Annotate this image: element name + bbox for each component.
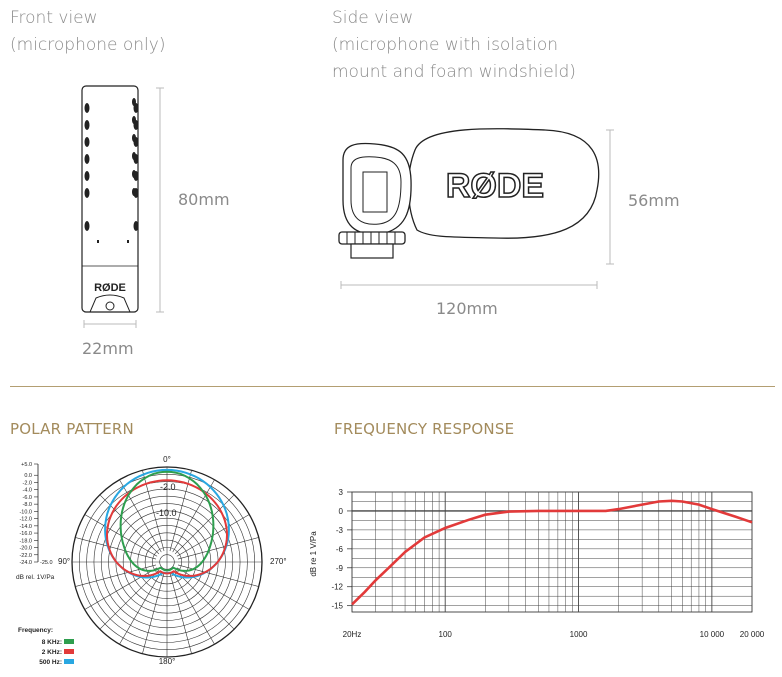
polar-scale	[19, 462, 52, 566]
side-height-dimension: 56mm	[628, 191, 680, 210]
polar-scale-bottom-label: -25.0	[40, 560, 53, 566]
front-view-title: Front view (microphone only)	[10, 8, 166, 55]
legend-title: Frequency:	[18, 627, 54, 634]
ring-label-b: -10.0	[156, 508, 177, 518]
fr-ytick-label: 0	[338, 506, 343, 516]
polar-scale-label: 0.0	[24, 473, 32, 480]
fr-xtick-label: 1000	[569, 630, 588, 639]
front-view-drawing	[70, 80, 170, 330]
legend-swatch-500hz	[64, 659, 74, 664]
polar-scale-label: -14.0	[19, 523, 32, 530]
fr-ytick-label: -15	[331, 601, 343, 611]
front-width-dimension: 22mm	[82, 339, 134, 358]
polar-scale-label: -10.0	[19, 509, 32, 516]
side-length-dimension: 120mm	[436, 299, 498, 318]
side-rode-logo: RØDE	[445, 167, 545, 205]
side-view-drawing	[325, 120, 625, 300]
fr-ytick-label: -9	[335, 563, 343, 573]
fr-ylabel: dB re 1 V/Pa	[309, 531, 318, 577]
frequency-response-chart	[300, 470, 780, 650]
polar-unit: dB rel. 1V/Pa	[16, 574, 55, 581]
polar-scale-label: -18.0	[19, 538, 32, 545]
fr-ytick-label: -6	[335, 544, 343, 554]
polar-scale-label: -20.0	[19, 545, 32, 552]
polar-scale-label: -24.0	[19, 560, 32, 566]
polar-grid	[72, 467, 262, 657]
legend-swatch-2khz	[64, 649, 74, 654]
section-divider	[10, 386, 775, 387]
fr-xtick-label: 10 000	[699, 630, 725, 639]
legend-label-2khz: 2 KHz:	[41, 649, 62, 656]
fr-ytick-label: -12	[331, 582, 343, 592]
fr-xtick-label: 100	[438, 630, 452, 639]
polar-scale-label: -16.0	[19, 531, 32, 538]
frequency-response-title: FREQUENCY RESPONSE	[334, 420, 515, 438]
polar-scale-label: -2.0	[22, 480, 32, 487]
legend-label-8khz: 8 KHz:	[41, 639, 62, 646]
polar-scale-label: -6.0	[22, 494, 32, 501]
front-rode-logo: RØDE	[94, 282, 126, 294]
fr-ytick-label: 3	[338, 488, 343, 497]
legend-label-500hz: 500 Hz:	[39, 659, 62, 666]
side-view-title: Side view (microphone with isolation mount and foam windshield)	[332, 8, 576, 82]
angle-label-right: 270°	[270, 557, 287, 566]
angle-label-top: 0°	[163, 455, 171, 464]
fr-ytick-label: -3	[335, 525, 343, 535]
polar-pattern-title: POLAR PATTERN	[10, 420, 134, 438]
angle-label-bottom: 180°	[158, 657, 176, 666]
fr-xtick-label: 20Hz	[342, 630, 362, 639]
polar-scale-label: -12.0	[19, 516, 32, 523]
polar-scale-label: -8.0	[22, 502, 32, 509]
polar-scale-label: +5.0	[21, 462, 32, 468]
front-height-dimension: 80mm	[178, 190, 230, 209]
ring-label-a: -2.0	[160, 482, 176, 492]
legend-swatch-8khz	[64, 639, 74, 644]
shoe-mount-foot	[351, 244, 393, 258]
polar-scale-label: -22.0	[19, 552, 32, 559]
fr-xtick-label: 20 000	[739, 630, 765, 639]
polar-pattern-chart	[0, 450, 320, 675]
angle-label-left: 90°	[58, 557, 71, 566]
polar-scale-label: -4.0	[22, 487, 32, 494]
